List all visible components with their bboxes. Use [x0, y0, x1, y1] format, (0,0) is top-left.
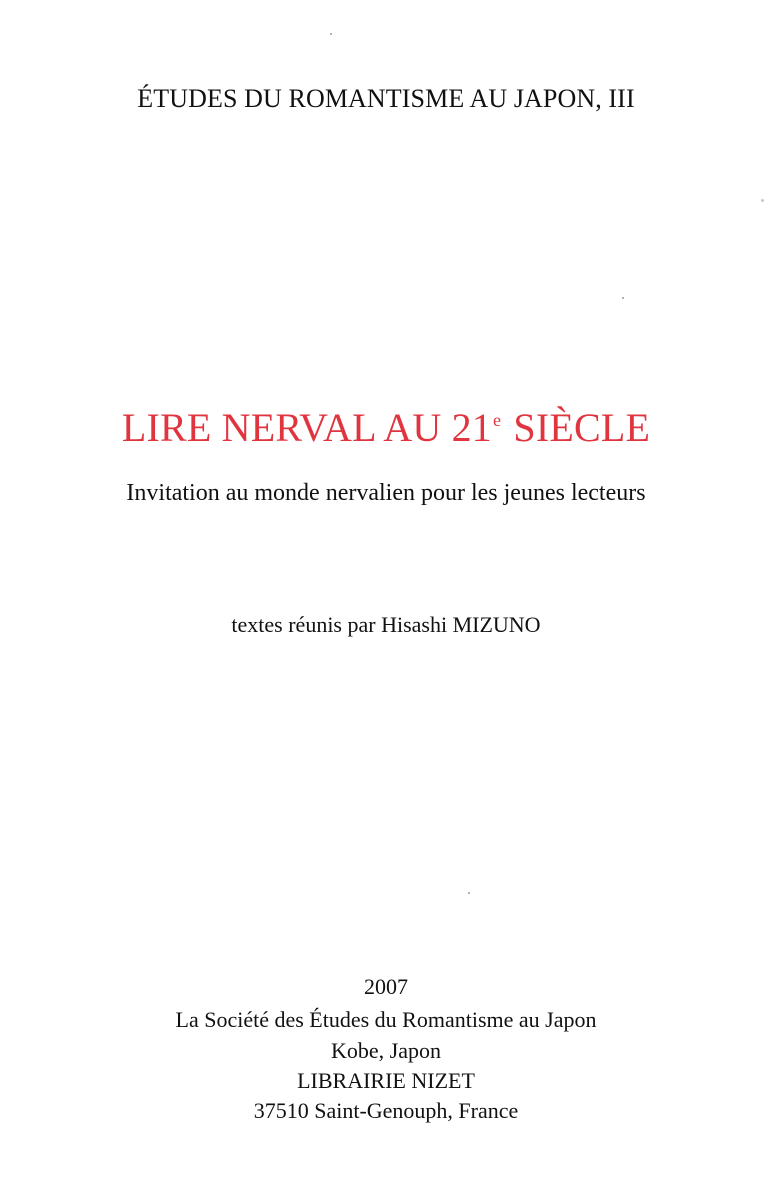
- scan-speck: [468, 892, 470, 894]
- book-title: [0, 405, 772, 450]
- imprint-year: 2007: [364, 974, 408, 999]
- imprint-publisher: LIBRAIRIE NIZET: [297, 1068, 475, 1093]
- book-title-main: LIRE NERVAL AU 21: [121, 405, 493, 450]
- series-title: ÉTUDES DU ROMANTISME AU JAPON, III: [137, 84, 635, 113]
- imprint-address: 37510 Saint-Genouph, France: [253, 1098, 519, 1123]
- imprint-city: Kobe, Japon: [331, 1038, 441, 1063]
- scan-speck: [622, 297, 624, 299]
- editor-credit: textes réunis par Hisashi MIZUNO: [231, 612, 541, 637]
- scan-speck: [761, 199, 764, 202]
- book-subtitle: Invitation au monde nervalien pour les jeunes lecteurs: [126, 480, 646, 506]
- book-title-rest: SIÈCLE: [503, 405, 651, 450]
- imprint-society: La Société des Études du Romantisme au Japon: [175, 1007, 597, 1032]
- scan-speck: [330, 33, 332, 35]
- book-title-superscript: e: [493, 410, 502, 430]
